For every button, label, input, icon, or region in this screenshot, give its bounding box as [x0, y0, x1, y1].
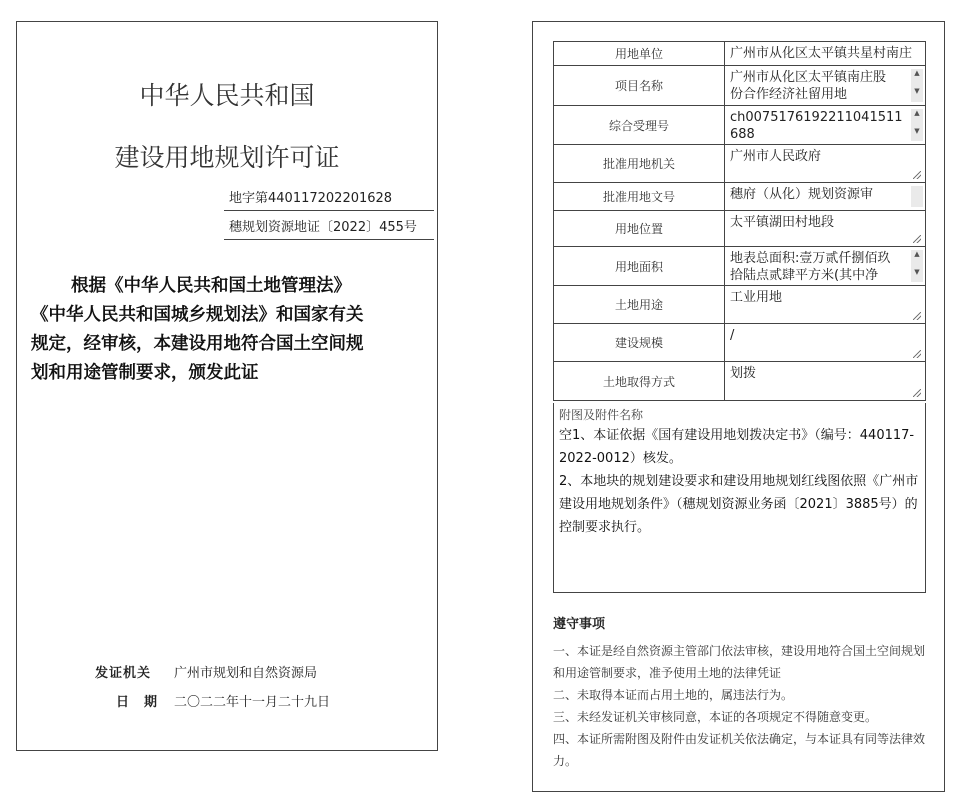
table-row: [553, 65, 926, 105]
certificate-front-panel: [16, 21, 438, 751]
acquisition-method-field[interactable]: [725, 362, 925, 400]
notice-item: 二、未取得本证而占用土地的，属违法行为。: [553, 688, 794, 702]
land-number: 地字第440117202201628: [224, 186, 434, 211]
field-value: /: [730, 328, 735, 343]
approval-document-field[interactable]: [725, 183, 925, 210]
field-value: 太平镇湖田村地段: [730, 215, 835, 230]
land-location-field[interactable]: [725, 211, 925, 246]
basis-line: 划和用途管制要求，颁发此证: [31, 363, 259, 383]
acceptance-number-field[interactable]: [725, 106, 925, 144]
project-name-field[interactable]: [725, 66, 925, 105]
table-row: [553, 210, 926, 246]
row-label: 用地面积: [554, 247, 725, 285]
field-value: 广州市人民政府: [730, 149, 822, 164]
table-row: [553, 144, 926, 182]
country-name: 中华人民共和国: [139, 81, 315, 110]
field-value: 划拨: [730, 366, 757, 381]
resize-handle-icon[interactable]: [913, 235, 921, 243]
field-scrollbar[interactable]: ▲ ▼: [911, 69, 923, 102]
attachments-field[interactable]: [553, 403, 926, 593]
attachment-item: 空1、本证依据《国有建设用地划拨决定书》（编号：440117-2022-0012）核发。: [559, 428, 915, 466]
attachments-label: 附图及附件名称: [559, 408, 644, 422]
notice-item: 一、本证是经自然资源主管部门依法审核，建设用地符合国土空间规划和用途管制要求，准予使用土地的法律凭证: [553, 644, 926, 680]
notices-list: [553, 640, 931, 772]
attachment-item: 2、本地块的规划建设要求和建设用地规划红线图依照《广州市建设用地规划条件》（穗规划资源业务函〔2021〕3885号）的控制要求执行。: [559, 474, 919, 535]
table-row: [553, 41, 926, 65]
row-label: 项目名称: [554, 66, 725, 105]
field-scrollbar[interactable]: ▲ ▼: [911, 250, 923, 282]
basis-line: 《中华人民共和国城乡规划法》和国家有关: [31, 305, 364, 325]
field-value: 穗府（从化）规划资源审: [730, 187, 874, 202]
field-value: 广州市从化区太平镇共星村南庄: [730, 46, 913, 61]
row-label: 用地单位: [554, 42, 725, 65]
attachments-text: [559, 424, 920, 539]
resize-handle-icon[interactable]: [913, 350, 921, 358]
basis-line: 规定，经审核，本建设用地符合国土空间规: [31, 334, 364, 354]
field-value: ch0075176192211041511 688: [730, 110, 903, 142]
land-user-field[interactable]: [725, 42, 925, 65]
field-value: 地表总面积:壹万贰仟捌佰玖 拾陆点贰肆平方米(其中净: [730, 251, 891, 283]
row-label: 综合受理号: [554, 106, 725, 144]
field-scrollbar[interactable]: [911, 186, 923, 207]
notice-item: 四、本证所需附图及附件由发证机关依法确定，与本证具有同等法律效力。: [553, 732, 926, 768]
resize-handle-icon[interactable]: [913, 312, 921, 320]
notices-title: 遵守事项: [553, 617, 606, 632]
row-label: 用地位置: [554, 211, 725, 246]
approving-authority-field[interactable]: [725, 145, 925, 182]
issuer-label: 发证机关: [95, 666, 152, 681]
date-label-2: 期: [144, 695, 158, 710]
issuer-value: 广州市规划和自然资源局: [174, 666, 318, 681]
date-label-1: 日: [116, 695, 130, 710]
certificate-details-panel: [532, 21, 945, 792]
notice-item: 三、未经发证机关审核同意，本证的各项规定不得随意变更。: [553, 710, 878, 724]
table-row: [553, 323, 926, 361]
resize-handle-icon[interactable]: [913, 171, 921, 179]
legal-basis-statement: [31, 272, 423, 388]
table-row: [553, 246, 926, 285]
certificate-number: 穗规划资源地证〔2022〕455号: [224, 215, 434, 240]
row-label: 土地用途: [554, 286, 725, 323]
field-value: 广州市从化区太平镇南庄股 份合作经济社留用地: [730, 70, 887, 102]
row-label: 建设规模: [554, 324, 725, 361]
row-label: 批准用地机关: [554, 145, 725, 182]
table-row: [553, 361, 926, 401]
basis-line: 根据《中华人民共和国土地管理法》: [71, 276, 351, 296]
resize-handle-icon[interactable]: [913, 389, 921, 397]
land-use-field[interactable]: [725, 286, 925, 323]
certificate-title: 建设用地规划许可证: [114, 143, 340, 172]
field-value: 工业用地: [730, 290, 783, 305]
date-value: 二〇二二年十一月二十九日: [174, 695, 331, 710]
table-row: [553, 285, 926, 323]
field-scrollbar[interactable]: ▲ ▼: [911, 109, 923, 141]
construction-scale-field[interactable]: [725, 324, 925, 361]
row-label: 土地取得方式: [554, 362, 725, 400]
row-label: 批准用地文号: [554, 183, 725, 210]
table-row: [553, 182, 926, 210]
table-row: [553, 105, 926, 144]
land-area-field[interactable]: [725, 247, 925, 285]
details-table: [553, 41, 926, 401]
